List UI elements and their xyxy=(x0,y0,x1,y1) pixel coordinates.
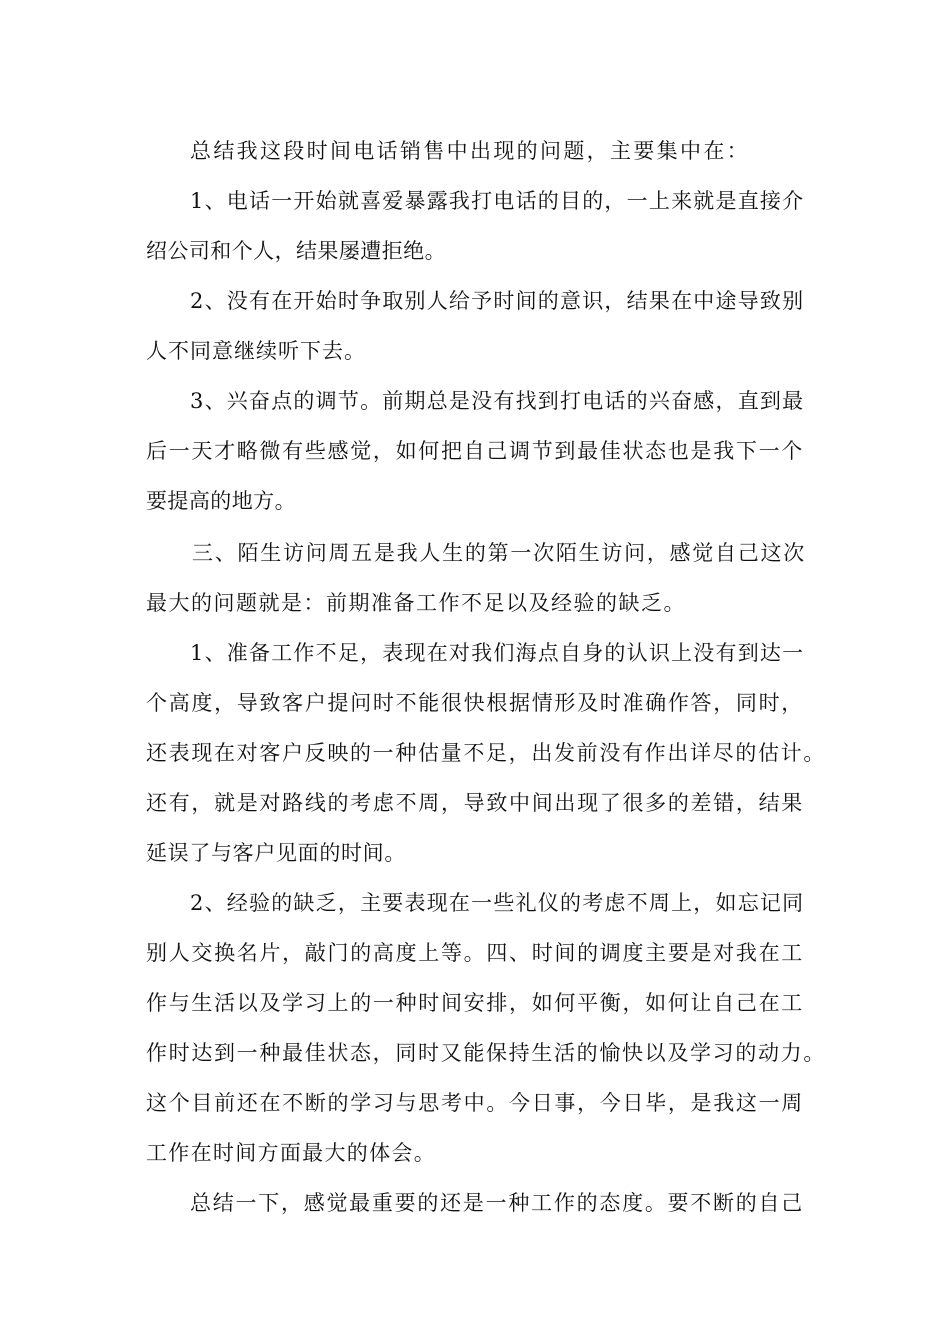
text-line: 工作在时间方面最大的体会。 xyxy=(146,1141,436,1165)
text-line: 2、经验的缺乏，主要表现在一些礼仪的考虑不周上，如忘记同 xyxy=(190,891,805,915)
text-line: 总结一下，感觉最重要的还是一种工作的态度。要不断的自己 xyxy=(190,1191,804,1215)
text-line: 后一天才略微有些感觉，如何把自己调节到最佳状态也是我下一个 xyxy=(146,439,804,463)
text-line: 绍公司和个人，结果屡遭拒绝。 xyxy=(146,239,446,263)
text-line: 个高度，导致客户提问时不能很快根据情形及时准确作答，同时， xyxy=(146,691,804,715)
text-line: 延误了与客户见面的时间。 xyxy=(146,841,406,865)
text-line: 1、电话一开始就喜爱暴露我打电话的目的，一上来就是直接介 xyxy=(190,189,805,213)
text-line: 三、陌生访问周五是我人生的第一次陌生访问，感觉自己这次 xyxy=(192,541,806,565)
text-line: 3、兴奋点的调节。前期总是没有找到打电话的兴奋感，直到最 xyxy=(190,389,805,413)
text-line: 作与生活以及学习上的一种时间安排，如何平衡，如何让自己在工 xyxy=(146,991,804,1015)
text-line: 1、准备工作不足，表现在对我们海点自身的认识上没有到达一 xyxy=(190,641,805,665)
text-line: 还有，就是对路线的考虑不周，导致中间出现了很多的差错，结果 xyxy=(146,791,804,815)
text-line: 还表现在对客户反映的一种估量不足，出发前没有作出详尽的估计。 xyxy=(146,741,826,765)
text-line: 最大的问题就是：前期准备工作不足以及经验的缺乏。 xyxy=(146,591,686,615)
text-line: 2、没有在开始时争取别人给予时间的意识，结果在中途导致别 xyxy=(190,289,805,313)
text-line: 要提高的地方。 xyxy=(146,489,296,513)
text-line: 作时达到一种最佳状态，同时又能保持生活的愉快以及学习的动力。 xyxy=(146,1041,826,1065)
text-line: 这个目前还在不断的学习与思考中。今日事，今日毕，是我这一周 xyxy=(146,1091,804,1115)
text-line: 总结我这段时间电话销售中出现的问题，主要集中在： xyxy=(190,139,750,163)
text-line: 人不同意继续听下去。 xyxy=(146,339,366,363)
text-line: 别人交换名片，敲门的高度上等。四、时间的调度主要是对我在工 xyxy=(146,941,804,965)
